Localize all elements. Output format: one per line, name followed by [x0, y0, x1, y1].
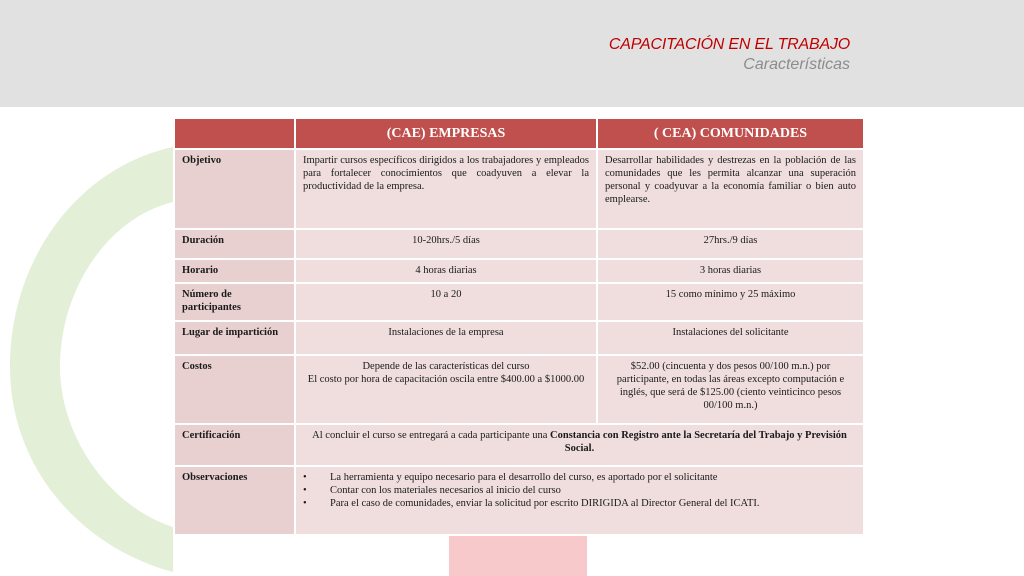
costos-cae-line2: El costo por hora de capacitación oscila entre $400.00 a $1000.00 [307, 374, 585, 385]
cell-cea: 27hrs./9 días [597, 229, 864, 259]
cell-cea: 3 horas diarias [597, 259, 864, 283]
cell-cae: Impartir cursos específicos dirigidos a los trabajadores y empleados para fortalecer conocimientos que coadyuven a elevar la productividad de la empresa. [295, 149, 597, 229]
cell-cae: Instalaciones de la empresa [295, 321, 597, 355]
header-band [0, 0, 1024, 107]
certificacion-text: Al concluir el curso se entregará a cada participante una [312, 430, 551, 441]
cell-cae: 10 a 20 [295, 283, 597, 321]
row-label: Lugar de impartición [174, 321, 295, 355]
cell-certificacion [295, 424, 864, 466]
row-label: Número de participantes [174, 283, 295, 321]
row-lugar [174, 321, 864, 355]
list-item: • Para el caso de comunidades, enviar la solicitud por escrito DIRIGIDA al Director General del ICATI. [303, 497, 856, 510]
row-label: Observaciones [174, 466, 295, 535]
slide-title: CAPACITACIÓN EN EL TRABAJO [608, 36, 850, 53]
cell-cea: Desarrollar habilidades y destrezas en la población de las comunidades que les permita alcanzar una superación personal y coadyuvar a la economía familiar o bien auto emplearse. [597, 149, 864, 229]
cell-cea: 15 como mínimo y 25 máximo [597, 283, 864, 321]
cell-cea: $52.00 (cincuenta y dos pesos 00/100 m.n.) por participante, en todas las áreas excepto computación e inglés, que será de $125.00 (ciento veinticinco pesos 00/100 m.n.) [597, 355, 864, 424]
row-objetivo [174, 149, 864, 229]
characteristics-table [173, 117, 865, 536]
row-horario [174, 259, 864, 283]
cell-cae [295, 355, 597, 424]
cell-cea: Instalaciones del solicitante [597, 321, 864, 355]
decorative-arc [0, 107, 180, 576]
list-item: • La herramienta y equipo necesario para el desarrollo del curso, es aportado por el solicitante [303, 471, 856, 484]
cell-observaciones [295, 466, 864, 535]
row-label: Costos [174, 355, 295, 424]
observaciones-list [303, 471, 856, 510]
cell-cae: 10-20hrs./5 días [295, 229, 597, 259]
slide-subtitle: Características [743, 56, 850, 73]
header-empty-cell [174, 118, 295, 149]
row-observaciones [174, 466, 864, 535]
row-label: Objetivo [174, 149, 295, 229]
header-cae: (CAE) EMPRESAS [295, 118, 597, 149]
row-participantes [174, 283, 864, 321]
row-label: Horario [174, 259, 295, 283]
certificacion-bold-text: Constancia con Registro ante la Secretaría del Trabajo y Previsión Social. [550, 430, 847, 454]
row-duracion [174, 229, 864, 259]
row-label: Certificación [174, 424, 295, 466]
cell-cae: 4 horas diarias [295, 259, 597, 283]
list-item: • Contar con los materiales necesarios al inicio del curso [303, 484, 856, 497]
row-label: Duración [174, 229, 295, 259]
header-cea: ( CEA) COMUNIDADES [597, 118, 864, 149]
row-certificacion [174, 424, 864, 466]
row-costos [174, 355, 864, 424]
costos-cae-line1: Depende de las características del curso [362, 361, 530, 372]
decorative-pink-block [449, 532, 587, 576]
table-header-row [174, 118, 864, 149]
